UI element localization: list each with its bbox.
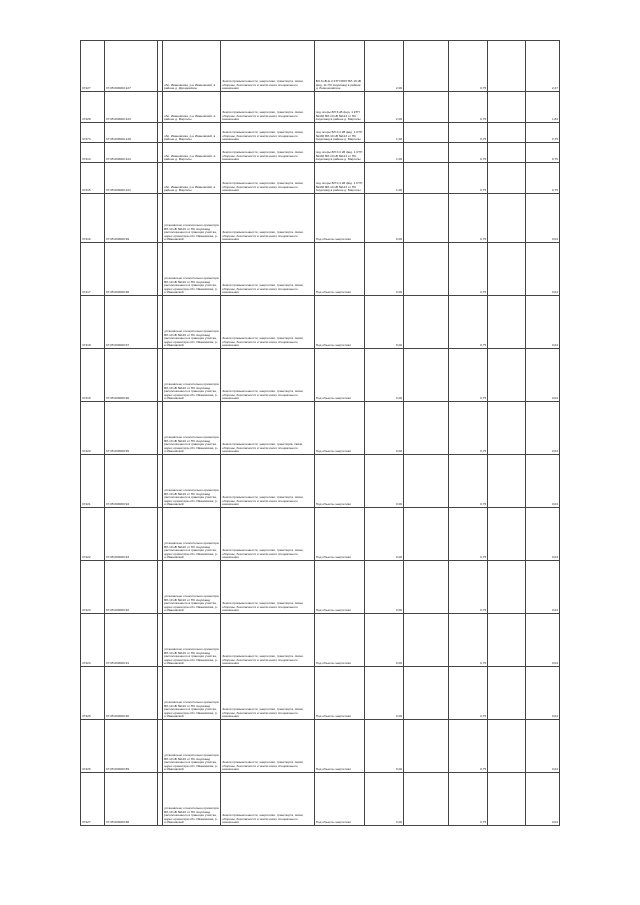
tax-cell: 1,84	[525, 92, 559, 123]
address-cell: обл. Ивановская, р-н Ивановский, в районе д. Марголы	[163, 143, 221, 163]
rate-cell: 0,75	[448, 123, 487, 143]
rate-cell: 0,75	[448, 92, 487, 123]
tax-cell: 0,04	[525, 243, 559, 296]
address-cell: установлено относительно ориентира ВЛ-10 кВ №110 от ПС Ануксаюд расположенного в границах участка, адрес ориентира обл. Ивановская, р-н Ивановский	[163, 773, 221, 826]
table-row	[81, 773, 560, 826]
rate-cell: 0,75	[448, 773, 487, 826]
area-cell: 2,00	[364, 41, 403, 92]
area-cell: 1,00	[364, 123, 403, 143]
land-category-cell: Земли промышленности, энергетики, транспорта, связи, обороны, безопасности и земли иного специального назначения	[221, 163, 315, 194]
address-cell: установлено относительно ориентира ВЛ-10 кВ №110 от ПС Ануксаюд расположенного в границах участка, адрес ориентира обл. Ивановская, р-н Ивановский	[163, 667, 221, 720]
address-cell: установлено относительно ориентира ВЛ-10 кВ №110 от ПС Ануксаюд расположенного в границах участка, адрес ориентира обл. Ивановская, р-н Ивановский	[163, 508, 221, 561]
table-row	[81, 41, 560, 92]
address-cell: установлено относительно ориентира ВЛ-10 кВ №110 от ПС Ануксаюд расположенного в границах участка, адрес ориентира обл. Ивановская, р-н Ивановский	[163, 561, 221, 614]
empty-cell	[488, 123, 525, 143]
empty-cell	[404, 143, 449, 163]
rate-cell: 0,75	[448, 163, 487, 194]
address-cell: установлено относительно ориентира ВЛ-10 кВ №110 от ПС Ануксаюд расположенного в границах участка, адрес ориентира обл. Ивановская, р-н Ивановский	[163, 455, 221, 508]
row-id: 37425	[81, 667, 105, 720]
register-body	[81, 41, 560, 826]
address-cell: установлено относительно ориентира ВЛ-10 кВ №110 от ПС Ануксаюд расположенного в границах участка, адрес ориентира обл. Ивановская, р-н Ивановский	[163, 349, 221, 402]
table-row	[81, 92, 560, 123]
empty-cell	[404, 163, 449, 194]
tax-cell: 0,04	[525, 402, 559, 455]
area-cell: 0,00	[364, 455, 403, 508]
rate-cell: 0,75	[448, 508, 487, 561]
empty-cell	[404, 349, 449, 402]
empty-cell	[488, 194, 525, 243]
rate-cell: 0,75	[448, 349, 487, 402]
rate-cell: 0,75	[448, 41, 487, 92]
cadastral-number: 37:05:000000:127	[104, 41, 157, 92]
empty-cell	[404, 92, 449, 123]
empty-cell	[404, 41, 449, 92]
address-cell: установлено относительно ориентира ВЛ-10 кВ №110 от ПС Ануксаюд расположенного в границах участка, адрес ориентира обл. Ивановская, р-н Ивановский	[163, 243, 221, 296]
address-cell: установлено относительно ориентира ВЛ-10 кВ №110 от ПС Ануксаюд расположенного в границах участка, адрес ориентира обл. Ивановская, р-н Ивановский	[163, 614, 221, 667]
area-cell: 0,00	[364, 508, 403, 561]
table-row	[81, 720, 560, 773]
row-id: 37422	[81, 508, 105, 561]
tax-cell: 0,04	[525, 296, 559, 349]
table-row	[81, 123, 560, 143]
address-cell: обл. Ивановская, р-н Ивановский, в районе д. Марголы	[163, 123, 221, 143]
land-category-cell: Земли промышленности, энергетики, транспорта, связи, обороны, безопасности и земли иного специального назначения	[221, 508, 315, 561]
row-id: 37417	[81, 243, 105, 296]
table-row	[81, 667, 560, 720]
permitted-use-cell: Под объекты энергетики	[314, 243, 364, 296]
cadastral-number: 37:05:000000:91	[104, 614, 157, 667]
land-register-table	[80, 40, 560, 826]
empty-cell	[404, 561, 449, 614]
permitted-use-cell: Под объекты энергетики	[314, 667, 364, 720]
tax-cell: 0,04	[525, 720, 559, 773]
address-cell: установлено относительно ориентира ВЛ-10 кВ №110 от ПС Ануксаюд расположенного в границах участка, адрес ориентира обл. Ивановская, р-н Ивановский	[163, 402, 221, 455]
tax-cell: 2,27	[525, 41, 559, 92]
permitted-use-cell: Под объекты энергетики	[314, 720, 364, 773]
cadastral-number: 37:05:000000:88	[104, 773, 157, 826]
cadastral-number: 37:05:000000:92	[104, 561, 157, 614]
land-category-cell: Земли промышленности, энергетики, транспорта, связи, обороны, безопасности и земли иного специального назначения	[221, 296, 315, 349]
empty-cell	[488, 455, 525, 508]
land-category-cell: Земли промышленности, энергетики, транспорта, связи, обороны, безопасности и земли иного специального назначения	[221, 667, 315, 720]
land-category-cell: Земли промышленности, энергетики, транспорта, связи, обороны, безопасности и земли иного специального назначения	[221, 561, 315, 614]
empty-cell	[404, 455, 449, 508]
empty-cell	[404, 296, 449, 349]
permitted-use-cell: Под объекты энергетики	[314, 561, 364, 614]
permitted-use-cell: под опоры ВЛ 0,4 кВ фид. 1 КТП №430 ВЛ-10 кВ №113 от ПС Ануксаюд в районе д. Марголы	[314, 123, 364, 143]
area-cell: 0,00	[364, 349, 403, 402]
row-id: 37427	[81, 41, 105, 92]
rate-cell: 0,75	[448, 720, 487, 773]
area-cell: 2,00	[364, 92, 403, 123]
permitted-use-cell: под опоры ВЛ 0,4 кВ фид. 1 КТП №430 ВЛ-10 кВ №113 от ПС Ануксаюд в районе д. Марголы	[314, 143, 364, 163]
area-cell: 0,00	[364, 194, 403, 243]
empty-cell	[488, 349, 525, 402]
table-row	[81, 561, 560, 614]
permitted-use-cell: Под объекты энергетики	[314, 773, 364, 826]
rate-cell: 0,75	[448, 402, 487, 455]
empty-cell	[404, 402, 449, 455]
empty-cell	[404, 194, 449, 243]
table-row	[81, 243, 560, 296]
cadastral-number: 37:05:000000:99	[104, 194, 157, 243]
table-row	[81, 402, 560, 455]
address-cell: установлено относительно ориентира ВЛ-10 кВ №110 от ПС Ануксаюд расположенного в границах участка, адрес ориентира обл. Ивановская, р-н Ивановский	[163, 720, 221, 773]
empty-cell	[404, 614, 449, 667]
empty-cell	[404, 773, 449, 826]
permitted-use-cell: Под объекты энергетики	[314, 349, 364, 402]
row-id: 37418	[81, 296, 105, 349]
table-row	[81, 296, 560, 349]
empty-cell	[404, 243, 449, 296]
empty-cell	[488, 614, 525, 667]
land-category-cell: Земли промышленности, энергетики, транспорта, связи, обороны, безопасности и земли иного специального назначения	[221, 143, 315, 163]
area-cell: 1,00	[364, 163, 403, 194]
rate-cell: 0,75	[448, 143, 487, 163]
table-row	[81, 508, 560, 561]
cadastral-number: 37:05:000000:95	[104, 402, 157, 455]
land-category-cell: Земли промышленности, энергетики, транспорта, связи, обороны, безопасности и земли иного специального назначения	[221, 41, 315, 92]
land-category-cell: Земли промышленности, энергетики, транспорта, связи, обороны, безопасности и земли иного специального назначения	[221, 614, 315, 667]
tax-cell: 0,04	[525, 773, 559, 826]
row-id: 37424	[81, 614, 105, 667]
row-id: 37423	[81, 561, 105, 614]
address-cell: обл. Ивановская, р-н Ивановский, в районе д. Дроздовское	[163, 41, 221, 92]
rate-cell: 0,75	[448, 455, 487, 508]
tax-cell: 0,75	[525, 143, 559, 163]
address-cell: обл. Ивановская, р-н Ивановский, в районе д. Марголы	[163, 163, 221, 194]
empty-cell	[404, 667, 449, 720]
area-cell: 0,00	[364, 296, 403, 349]
empty-cell	[488, 296, 525, 349]
empty-cell	[404, 123, 449, 143]
empty-cell	[488, 163, 525, 194]
land-category-cell: Земли промышленности, энергетики, транспорta, связи, обороны, безопасности и земли иного специального назначения	[221, 402, 315, 455]
empty-cell	[488, 667, 525, 720]
cadastral-number: 37:05:000000:121	[104, 163, 157, 194]
area-cell: 0,00	[364, 243, 403, 296]
row-id: 37416	[81, 194, 105, 243]
rate-cell: 0,75	[448, 194, 487, 243]
area-cell: 0,00	[364, 402, 403, 455]
tax-cell: 0,04	[525, 455, 559, 508]
rate-cell: 0,75	[448, 667, 487, 720]
row-id: 37421	[81, 455, 105, 508]
cadastral-number: 37:05:000000:97	[104, 296, 157, 349]
permitted-use-cell: под опоры ВЛ 6 кВ фид. 1 КТП №430 ВЛ-10 кВ №113 от ПС Ануксаюд в районе д. Марголы	[314, 92, 364, 123]
empty-cell	[488, 92, 525, 123]
table-row	[81, 143, 560, 163]
cadastral-number: 37:05:000000:93	[104, 508, 157, 561]
area-cell: 0,00	[364, 773, 403, 826]
row-id: 37473	[81, 123, 105, 143]
row-id: 37415	[81, 163, 105, 194]
permitted-use-cell: Под объекты энергетики	[314, 402, 364, 455]
empty-cell	[488, 561, 525, 614]
area-cell: 1,00	[364, 143, 403, 163]
empty-cell	[488, 243, 525, 296]
empty-cell	[488, 720, 525, 773]
land-category-cell: Земли промышленности, энергетики, транспорта, связи, обороны, безопасности и земли иного специального назначения	[221, 720, 315, 773]
tax-cell: 0,04	[525, 561, 559, 614]
tax-cell: 0,75	[525, 123, 559, 143]
permitted-use-cell: ВЛ-6 кВ ф.2 КТП 0807 ВЛ-10 кВ фид. 11 ПС Ануксаюд в районе д. Лемешковское	[314, 41, 364, 92]
address-cell: установлено относительно ориентира ВЛ-10 кВ №110 от ПС Ануксаюд расположенного в границах участка, адрес ориентира обл. Ивановская, р-н Ивановский	[163, 194, 221, 243]
rate-cell: 0,75	[448, 614, 487, 667]
land-category-cell: Земли промышленности, энергетики, транспорта, связи, обороны, безопасности и земли иного специального назначения	[221, 349, 315, 402]
table-row	[81, 194, 560, 243]
empty-cell	[488, 773, 525, 826]
empty-cell	[404, 720, 449, 773]
empty-cell	[488, 41, 525, 92]
row-id: 37420	[81, 402, 105, 455]
permitted-use-cell: Под объекты энергетики	[314, 508, 364, 561]
row-id: 37426	[81, 720, 105, 773]
table-row	[81, 349, 560, 402]
cadastral-number: 37:05:000000:98	[104, 243, 157, 296]
permitted-use-cell: под опоры ВЛ 0,4 кВ фид. 1 КТП №430 ВЛ-10 кВ №113 от ПС Ануксаюд в районе д. Марголы	[314, 163, 364, 194]
table-row	[81, 455, 560, 508]
register-sheet	[80, 40, 560, 826]
table-row	[81, 614, 560, 667]
rate-cell: 0,75	[448, 243, 487, 296]
row-id: 37419	[81, 349, 105, 402]
area-cell: 0,00	[364, 614, 403, 667]
permitted-use-cell: Под объекты энергетики	[314, 296, 364, 349]
cadastral-number: 37:05:000000:128	[104, 123, 157, 143]
cadastral-number: 37:05:000000:96	[104, 349, 157, 402]
tax-cell: 0,04	[525, 349, 559, 402]
tax-cell: 0,04	[525, 667, 559, 720]
row-id: 37427	[81, 773, 105, 826]
rate-cell: 0,75	[448, 561, 487, 614]
cadastral-number: 37:05:000000:89	[104, 720, 157, 773]
empty-cell	[488, 143, 525, 163]
area-cell: 0,00	[364, 667, 403, 720]
cadastral-number: 37:05:000000:124	[104, 143, 157, 163]
cadastral-number: 37:05:000000:123	[104, 92, 157, 123]
area-cell: 0,00	[364, 720, 403, 773]
land-category-cell: Земли промышленности, энергетики, транспорта, связи, обороны, безопасности и земли иного специального назначения	[221, 123, 315, 143]
cadastral-number: 37:05:000000:90	[104, 667, 157, 720]
cadastral-number: 37:05:000000:94	[104, 455, 157, 508]
area-cell: 0,00	[364, 561, 403, 614]
land-category-cell: Земли промышленности, энергетики, транспорта, связи, обороны, безопасности и земли иного специального назначения	[221, 243, 315, 296]
land-category-cell: Земли промышленности, энергетики, транспорта, связи, обороны, безопасности и земли иного специального назначения	[221, 773, 315, 826]
land-category-cell: Земли промышленности, энергетики, транспорта, связи, обороны, безопасности и земли иного специального назначения	[221, 194, 315, 243]
permitted-use-cell: Под объекты энергетики	[314, 194, 364, 243]
tax-cell: 0,04	[525, 508, 559, 561]
row-id: 37428	[81, 92, 105, 123]
empty-cell	[488, 402, 525, 455]
tax-cell: 0,04	[525, 194, 559, 243]
row-id: 37414	[81, 143, 105, 163]
rate-cell: 0,75	[448, 296, 487, 349]
address-cell: обл. Ивановская, р-н Ивановский, в районе д. Марголы	[163, 92, 221, 123]
empty-cell	[488, 508, 525, 561]
land-category-cell: Земли промышленности, энергетики, транспорта, связи, обороны, безопасности и земли иного специального назначения	[221, 455, 315, 508]
address-cell: установлено относительно ориентира ВЛ-10 кВ №110 от ПС Ануксаюд расположенного в границах участка, адрес ориентира обл. Ивановская, р-н Ивановский	[163, 296, 221, 349]
permitted-use-cell: Под объекты энергетики	[314, 614, 364, 667]
land-category-cell: Земли промышленности, энергетики, транспорта, связи, обороны, безопасности и земли иного специального назначения	[221, 92, 315, 123]
tax-cell: 0,04	[525, 614, 559, 667]
permitted-use-cell: Под объекты энергетики	[314, 455, 364, 508]
table-row	[81, 163, 560, 194]
empty-cell	[404, 508, 449, 561]
tax-cell: 0,75	[525, 163, 559, 194]
